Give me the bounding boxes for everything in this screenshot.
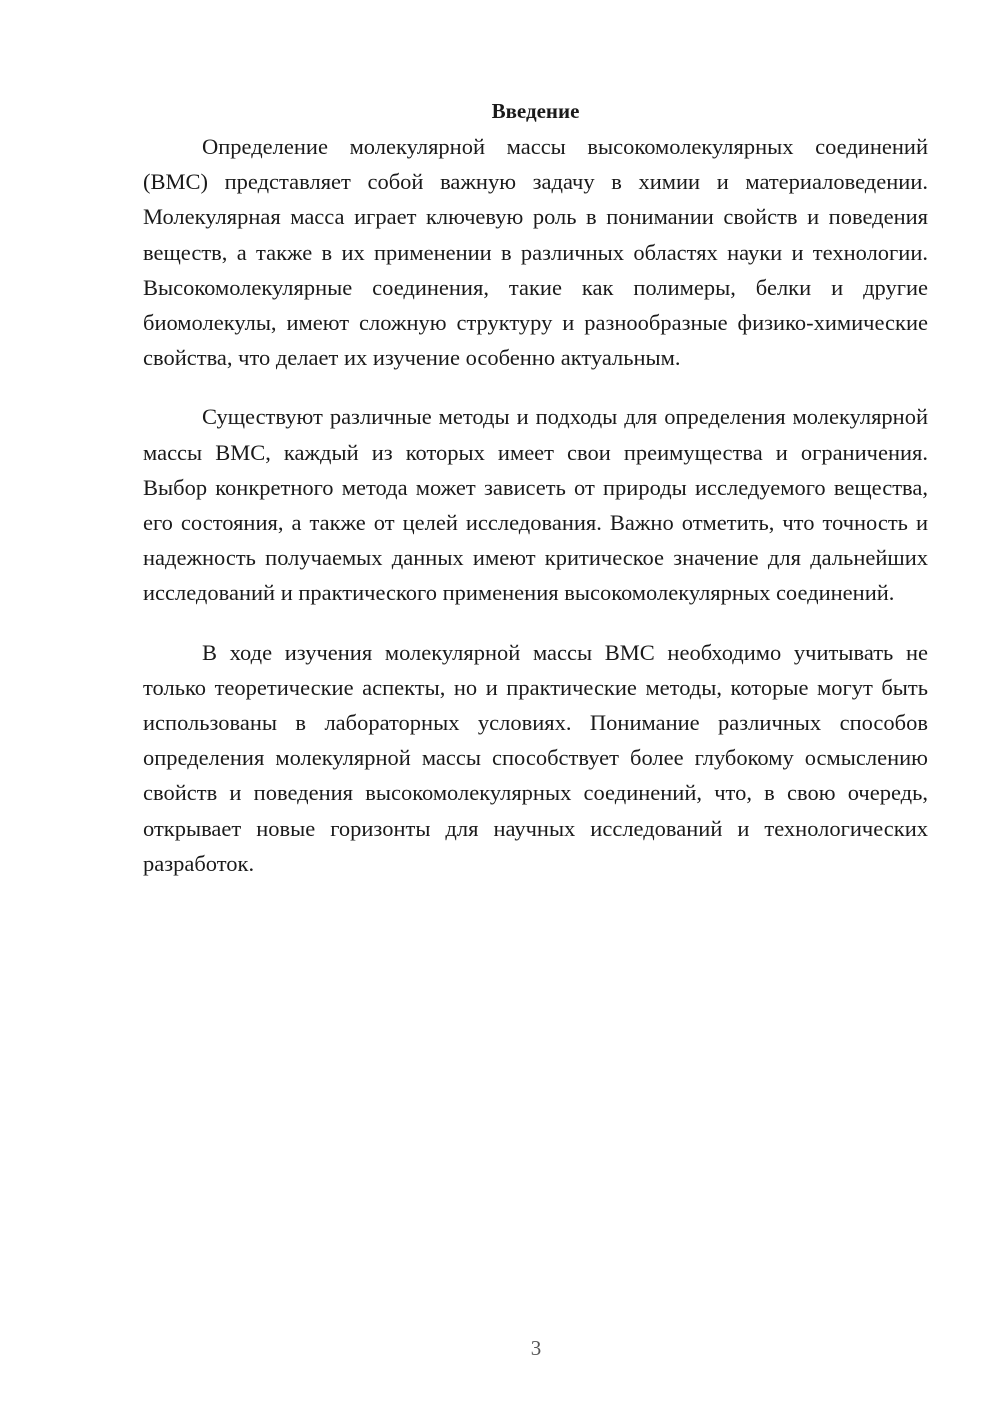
page-number: 3 <box>530 1336 542 1360</box>
paragraph-2: Существуют различные методы и подходы для определения молекулярной массы ВМС, каждый из которых имеет свои преимущества и ограничения. Выбор конкретного метода может зависеть от природы исследуемого вещества, его состояния, а также от целей исследования. Важно отметить, что точность и надежность получаемых данных имеют критическое значение для дальнейших исследований и практического применения высокомолекулярных соединений. <box>143 404 928 606</box>
page-content <box>143 94 928 905</box>
paragraph-1: Определение молекулярной массы высокомолекулярных соединений (ВМС) представляет собой важную задачу в химии и материаловедении. Молекулярная масса играет ключевую роль в понимании свойств и поведения веществ, а также в их применении в различных областях науки и технологии. Высокомолекулярные соединения, такие как полимеры, белки и другие биомолекулы, имеют сложную структуру и разнообразные физико-химические свойства, что делает их изучение особенно актуальным. <box>143 134 928 371</box>
paragraph-3: В ходе изучения молекулярной массы ВМС необходимо учитывать не только теоретические аспекты, но и практические методы, которые могут быть использованы в лабораторных условиях. Понимание различных способов определения молекулярной массы способствует более глубокому осмыслению свойств и поведения высокомолекулярных соединений, что, в свою очередь, открывает новые горизонты для научных исследований и технологических разработок. <box>143 639 928 876</box>
section-heading: Введение <box>491 99 580 123</box>
